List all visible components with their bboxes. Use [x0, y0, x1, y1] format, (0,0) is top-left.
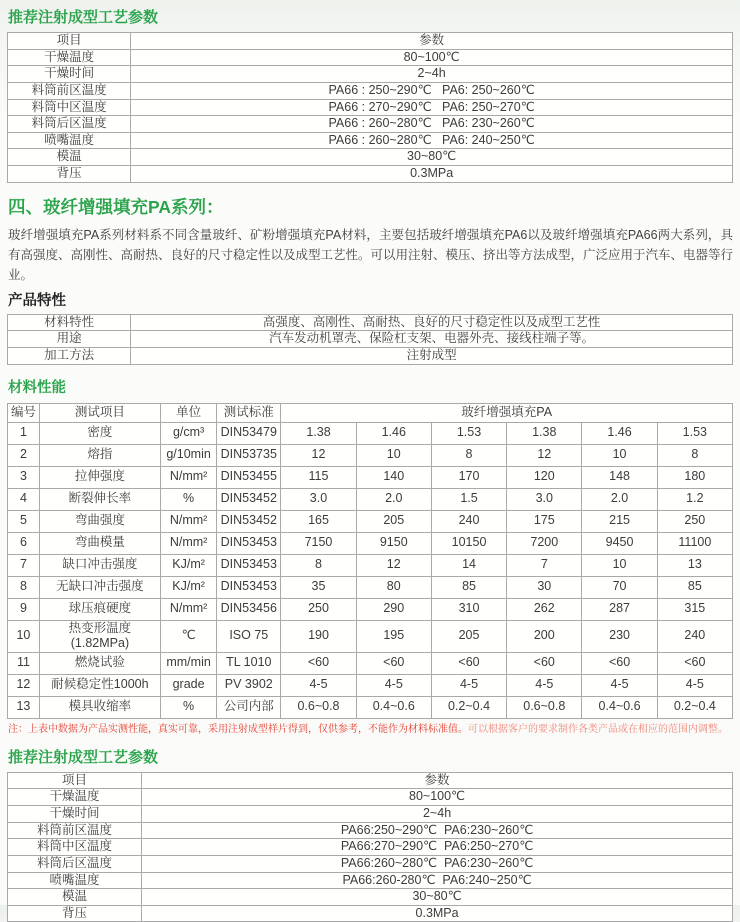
- table-cell: 料筒前区温度: [8, 82, 131, 99]
- table-cell: 弯曲强度: [39, 510, 160, 532]
- table-cell: 7: [507, 554, 582, 576]
- table-cell: DIN53456: [217, 598, 281, 620]
- table-row: [8, 510, 733, 532]
- table-cell: 140: [356, 466, 431, 488]
- table-cell: PA66:260-280℃ PA6:240~250℃: [142, 872, 733, 889]
- table-cell: 215: [582, 510, 657, 532]
- table-cell: <60: [507, 652, 582, 674]
- table-cell: <60: [657, 652, 732, 674]
- table-cell: DIN53479: [217, 422, 281, 444]
- table-row: [8, 772, 733, 789]
- table-cell: 1.5: [431, 488, 506, 510]
- table-cell: 8: [281, 554, 356, 576]
- table-row: [8, 889, 733, 906]
- table-cell: 0.6~0.8: [281, 696, 356, 718]
- table-cell: 1.38: [507, 422, 582, 444]
- table-cell: 12: [356, 554, 431, 576]
- table-cell: 175: [507, 510, 582, 532]
- top-process-params-table: [7, 32, 733, 183]
- table-cell: 材料特性: [8, 314, 131, 331]
- top-process-params-title: 推荐注射成型工艺参数: [8, 9, 159, 26]
- table-row: [8, 166, 733, 183]
- table-cell: 0.3MPa: [142, 905, 733, 922]
- table-cell: 1.53: [431, 422, 506, 444]
- table-cell: DIN53453: [217, 554, 281, 576]
- table-row: [8, 620, 733, 652]
- table-cell: 注射成型: [131, 347, 733, 364]
- table-cell: 加工方法: [8, 347, 131, 364]
- table-row: [8, 331, 733, 348]
- table-cell: 断裂伸长率: [39, 488, 160, 510]
- material-properties-title: 材料性能: [8, 379, 66, 396]
- table-cell: 3.0: [507, 488, 582, 510]
- table-cell: 高强度、高刚性、高耐热、良好的尺寸稳定性以及成型工艺性: [131, 314, 733, 331]
- table-cell: 3: [8, 466, 40, 488]
- table-cell: 8: [431, 444, 506, 466]
- table-cell: 料筒后区温度: [8, 855, 142, 872]
- table-row: [8, 444, 733, 466]
- table-cell: DIN53452: [217, 510, 281, 532]
- material-properties-table: [7, 403, 733, 719]
- table-cell: 汽车发动机罩壳、保险杠支架、电器外壳、接线柱端子等。: [131, 331, 733, 348]
- section-intro-paragraph: 玻纤增强填充PA系列材料系不同含量玻纤、矿粉增强填充PA材料，主要包括玻纤增强填充PA6以及玻纤增强填充PA66两大系列，具有高强度、高刚性、高耐热、良好的尺寸稳定性以及成型工艺性。可以用注射、模压、挤出等方法成型，广泛应用于汽车、电器等行业。: [8, 227, 734, 282]
- table-row: [8, 422, 733, 444]
- table-cell: 参数: [142, 772, 733, 789]
- table-cell: 喷嘴温度: [8, 132, 131, 149]
- product-features-title: 产品特性: [8, 292, 66, 309]
- table-cell: KJ/m²: [160, 554, 216, 576]
- table-cell: 4-5: [507, 674, 582, 696]
- table-cell: PA66 : 260~280℃ PA6: 230~260℃: [131, 116, 733, 133]
- table-cell: 无缺口冲击强度: [39, 576, 160, 598]
- table-cell: PA66 : 260~280℃ PA6: 240~250℃: [131, 132, 733, 149]
- table-cell: 3.0: [281, 488, 356, 510]
- table-cell: g/cm³: [160, 422, 216, 444]
- table-cell: PV 3902: [217, 674, 281, 696]
- table-cell: 80~100℃: [142, 789, 733, 806]
- table-cell: 2.0: [582, 488, 657, 510]
- table-row: [8, 789, 733, 806]
- table-cell: 170: [431, 466, 506, 488]
- table-cell: 4-5: [657, 674, 732, 696]
- table-cell: DIN53453: [217, 576, 281, 598]
- table-cell: 拉伸强度: [39, 466, 160, 488]
- table-row: [8, 554, 733, 576]
- table-cell: 180: [657, 466, 732, 488]
- table-row: [8, 347, 733, 364]
- table-cell: DIN53453: [217, 532, 281, 554]
- table-cell: <60: [582, 652, 657, 674]
- table-cell: 4-5: [431, 674, 506, 696]
- col-header-test-item: 测试项目: [39, 403, 160, 422]
- table-cell: PA66:270~290℃ PA6:250~270℃: [142, 839, 733, 856]
- table-row: [8, 149, 733, 166]
- table-cell: 195: [356, 620, 431, 652]
- table-cell: 10: [8, 620, 40, 652]
- table-header-row: [8, 403, 733, 422]
- table-cell: %: [160, 488, 216, 510]
- table-cell: 用途: [8, 331, 131, 348]
- table-cell: 30~80℃: [142, 889, 733, 906]
- table-cell: 1.46: [582, 422, 657, 444]
- table-cell: 148: [582, 466, 657, 488]
- table-cell: N/mm²: [160, 510, 216, 532]
- table-cell: 9450: [582, 532, 657, 554]
- table-cell: 弯曲模量: [39, 532, 160, 554]
- table-cell: 7150: [281, 532, 356, 554]
- table-row: [8, 822, 733, 839]
- table-row: [8, 488, 733, 510]
- table-cell: 模温: [8, 889, 142, 906]
- table-cell: 耐候稳定性1000h: [39, 674, 160, 696]
- table-cell: 干燥温度: [8, 789, 142, 806]
- table-cell: 0.4~0.6: [582, 696, 657, 718]
- table-cell: KJ/m²: [160, 576, 216, 598]
- table-cell: 10150: [431, 532, 506, 554]
- table-row: [8, 839, 733, 856]
- table-cell: 1.38: [281, 422, 356, 444]
- table-cell: ISO 75: [217, 620, 281, 652]
- table-cell: 2~4h: [142, 806, 733, 823]
- table-row: [8, 576, 733, 598]
- table-cell: 12: [8, 674, 40, 696]
- table-cell: 1: [8, 422, 40, 444]
- table-cell: 4: [8, 488, 40, 510]
- table-row: [8, 532, 733, 554]
- bottom-process-params-title: 推荐注射成型工艺参数: [8, 748, 159, 766]
- table-cell: ℃: [160, 620, 216, 652]
- table-cell: 250: [281, 598, 356, 620]
- table-cell: 13: [657, 554, 732, 576]
- table-cell: DIN53735: [217, 444, 281, 466]
- table-cell: mm/min: [160, 652, 216, 674]
- table-cell: 9150: [356, 532, 431, 554]
- table-row: [8, 132, 733, 149]
- table-cell: grade: [160, 674, 216, 696]
- table-cell: 190: [281, 620, 356, 652]
- table-cell: 7200: [507, 532, 582, 554]
- table-cell: 12: [281, 444, 356, 466]
- table-cell: 14: [431, 554, 506, 576]
- table-cell: 230: [582, 620, 657, 652]
- table-cell: 205: [356, 510, 431, 532]
- table-cell: 0.2~0.4: [657, 696, 732, 718]
- note-tail-text: 可以根据客户的要求制作各类产品或在相应的范围内调整。: [468, 723, 728, 735]
- table-cell: 干燥温度: [8, 49, 131, 66]
- table-cell: 70: [582, 576, 657, 598]
- table-row: [8, 314, 733, 331]
- table-cell: 喷嘴温度: [8, 872, 142, 889]
- col-header-no: 编号: [8, 403, 40, 422]
- section-heading-glass-fiber-pa: 四、玻纤增强填充PA系列：: [8, 196, 224, 217]
- table-cell: 背压: [8, 166, 131, 183]
- table-cell: 料筒中区温度: [8, 99, 131, 116]
- table-cell: 10: [356, 444, 431, 466]
- table-row: [8, 855, 733, 872]
- table-cell: 料筒中区温度: [8, 839, 142, 856]
- table-cell: 2: [8, 444, 40, 466]
- table-cell: 240: [431, 510, 506, 532]
- table-cell: DIN53455: [217, 466, 281, 488]
- table-cell: 9: [8, 598, 40, 620]
- table-cell: 项目: [8, 772, 142, 789]
- table-cell: 240: [657, 620, 732, 652]
- table-row: [8, 872, 733, 889]
- table-cell: 背压: [8, 905, 142, 922]
- table-cell: PA66 : 250~290℃ PA6: 250~260℃: [131, 82, 733, 99]
- table-cell: 0.6~0.8: [507, 696, 582, 718]
- table-cell: PA66:250~290℃ PA6:230~260℃: [142, 822, 733, 839]
- table-cell: TL 1010: [217, 652, 281, 674]
- table-cell: 5: [8, 510, 40, 532]
- table-cell: 0.3MPa: [131, 166, 733, 183]
- table-row: [8, 466, 733, 488]
- table-cell: 6: [8, 532, 40, 554]
- table-cell: 165: [281, 510, 356, 532]
- table-cell: 4-5: [356, 674, 431, 696]
- table-cell: 262: [507, 598, 582, 620]
- table-cell: 干燥时间: [8, 66, 131, 83]
- product-features-table: [7, 314, 733, 365]
- table-cell: 250: [657, 510, 732, 532]
- table-cell: 模具收缩率: [39, 696, 160, 718]
- col-header-standard: 测试标准: [217, 403, 281, 422]
- table-cell: 2.0: [356, 488, 431, 510]
- table-cell: <60: [281, 652, 356, 674]
- table-cell: 30: [507, 576, 582, 598]
- table-cell: 85: [431, 576, 506, 598]
- table-cell: 1.2: [657, 488, 732, 510]
- table-cell: 8: [657, 444, 732, 466]
- table-cell: 11100: [657, 532, 732, 554]
- table-cell: 30~80℃: [131, 149, 733, 166]
- table-cell: 85: [657, 576, 732, 598]
- table-cell: 80: [356, 576, 431, 598]
- table-cell: 0.4~0.6: [356, 696, 431, 718]
- table-cell: 热变形温度(1.82MPa): [39, 620, 160, 652]
- table-cell: 2~4h: [131, 66, 733, 83]
- table-cell: <60: [356, 652, 431, 674]
- table-cell: 密度: [39, 422, 160, 444]
- table-row: [8, 806, 733, 823]
- table-cell: g/10min: [160, 444, 216, 466]
- table-row: [8, 116, 733, 133]
- table-cell: 10: [582, 444, 657, 466]
- table-cell: %: [160, 696, 216, 718]
- table-cell: 项目: [8, 33, 131, 50]
- table-cell: 0.2~0.4: [431, 696, 506, 718]
- table-cell: N/mm²: [160, 532, 216, 554]
- table-cell: 参数: [131, 33, 733, 50]
- table-row: [8, 66, 733, 83]
- table-cell: 4-5: [281, 674, 356, 696]
- table-row: [8, 905, 733, 922]
- data-disclaimer-note: [8, 723, 733, 736]
- table-cell: 缺口冲击强度: [39, 554, 160, 576]
- table-row: [8, 99, 733, 116]
- table-cell: 205: [431, 620, 506, 652]
- table-cell: N/mm²: [160, 466, 216, 488]
- bottom-process-params-table: [7, 772, 733, 922]
- table-cell: 8: [8, 576, 40, 598]
- table-cell: 115: [281, 466, 356, 488]
- table-row: [8, 49, 733, 66]
- table-cell: 7: [8, 554, 40, 576]
- table-cell: 200: [507, 620, 582, 652]
- table-cell: PA66:260~280℃ PA6:230~260℃: [142, 855, 733, 872]
- table-cell: 1.46: [356, 422, 431, 444]
- table-cell: 模温: [8, 149, 131, 166]
- table-cell: 料筒后区温度: [8, 116, 131, 133]
- note-main-text: 注：上表中数据为产品实测性能，真实可靠，采用注射成型样片得到，仅供参考，不能作为材料标准值。: [8, 723, 468, 735]
- table-cell: N/mm²: [160, 598, 216, 620]
- col-header-unit: 单位: [160, 403, 216, 422]
- table-cell: <60: [431, 652, 506, 674]
- table-row: [8, 82, 733, 99]
- table-row: [8, 33, 733, 50]
- table-row: [8, 598, 733, 620]
- table-cell: 310: [431, 598, 506, 620]
- table-cell: 燃烧试验: [39, 652, 160, 674]
- table-cell: PA66 : 270~290℃ PA6: 250~270℃: [131, 99, 733, 116]
- table-cell: DIN53452: [217, 488, 281, 510]
- table-cell: 290: [356, 598, 431, 620]
- table-cell: 80~100℃: [131, 49, 733, 66]
- table-cell: 干燥时间: [8, 806, 142, 823]
- table-cell: 11: [8, 652, 40, 674]
- table-cell: 120: [507, 466, 582, 488]
- table-row: [8, 674, 733, 696]
- table-cell: 12: [507, 444, 582, 466]
- table-cell: 公司内部: [217, 696, 281, 718]
- table-cell: 10: [582, 554, 657, 576]
- table-cell: 315: [657, 598, 732, 620]
- table-cell: 4-5: [582, 674, 657, 696]
- table-cell: 熔指: [39, 444, 160, 466]
- table-row: [8, 652, 733, 674]
- table-cell: 35: [281, 576, 356, 598]
- table-cell: 球压痕硬度: [39, 598, 160, 620]
- col-header-group-glass-fiber-pa: 玻纤增强填充PA: [281, 403, 733, 422]
- table-cell: 13: [8, 696, 40, 718]
- table-cell: 料筒前区温度: [8, 822, 142, 839]
- table-row: [8, 696, 733, 718]
- table-cell: 1.53: [657, 422, 732, 444]
- table-cell: 287: [582, 598, 657, 620]
